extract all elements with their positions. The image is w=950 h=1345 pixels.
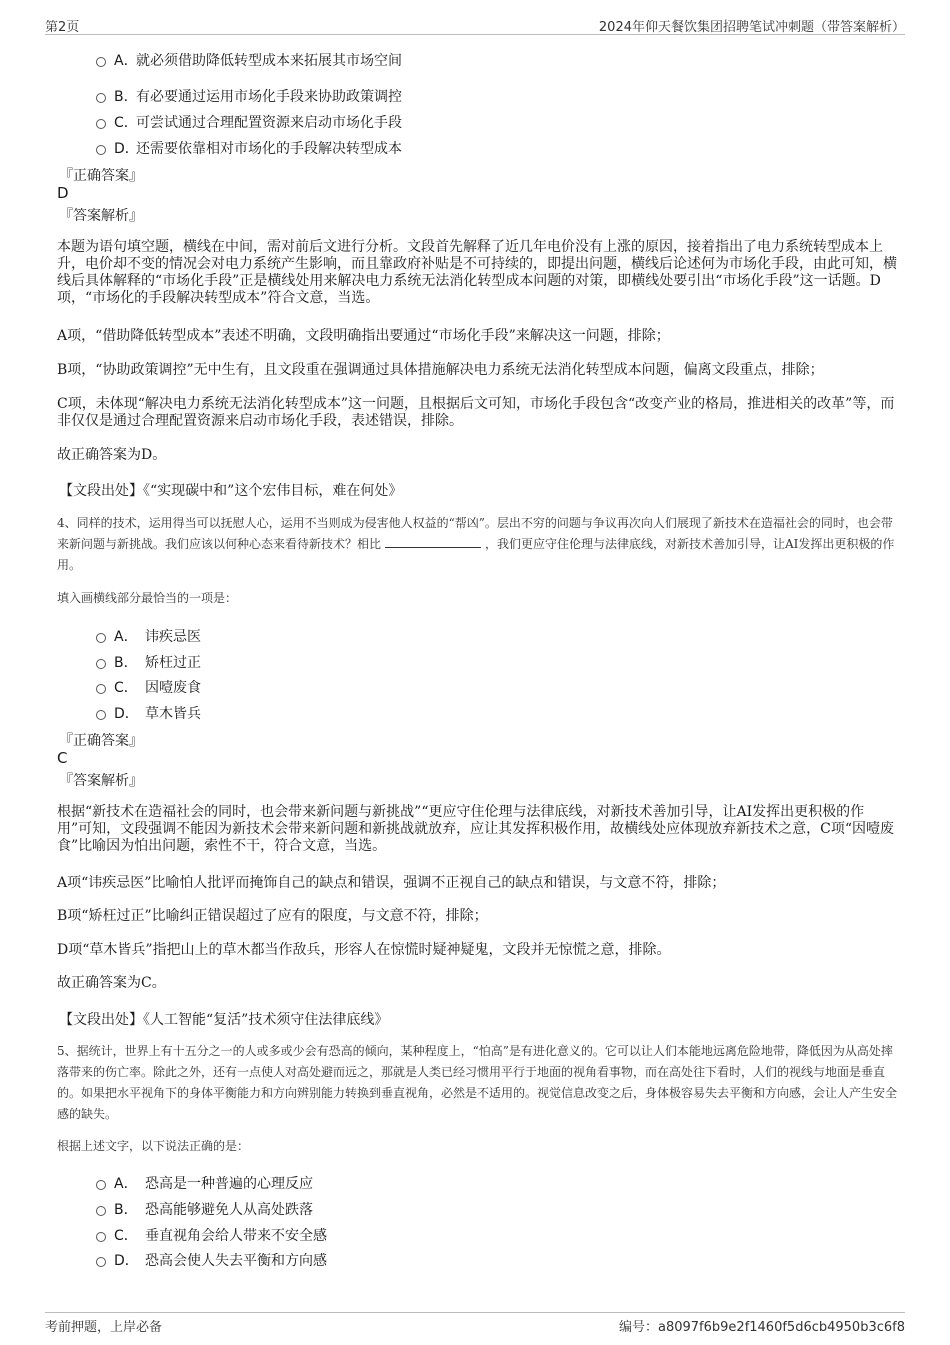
source-citation: 【文段出处】《“实现碳中和”这个宏伟目标，难在何处》 [59,483,403,499]
q4-option-b[interactable]: B． 矫枉过正 [96,652,201,672]
analysis-text: 本题为语句填空题，横线在中间，需对前后文进行分析。文段首先解释了近几年电价没有上涨的原因，接着指出了电力系统转型成本上升，电价却不变的情况会对电力系统产生影响，而且靠政府补贴是不可持续的，即提出问题，横线后论述何为市场化手段，由此可知，横线后具体解释的“市场化手段”正是横线处用来解决电力系统无法消化转型成本问题的对策，即横线处要引出“市场化手段”这一话题。D项，“市场化的手段解决转型成本”符合文意，当选。 [57,239,897,306]
footer-slogan: 考前押题，上岸必备 [45,1320,163,1335]
answer-tag: 『正确答案』 [59,168,143,184]
q4-stem: 4、同样的技术，运用得当可以抚慰人心，运用不当则成为侵害他人权益的“帮凶”。层出不穷的问题与争议再次向人们展现了新技术在造福社会的同时，也会带来新问题与新挑战。我们应该以何种心态来看待新技术？相比 ，我们更应守住伦理与法律底线，对新技术善加引导，让AI发挥出更积极的作用。 [57,516,895,572]
q4-option-a[interactable]: A． 讳疾忌医 [96,626,201,646]
document-title: 2024年仰天餐饮集团招聘笔试冲刺题（带答案解析） [598,20,905,35]
q4-option-d[interactable]: D． 草木皆兵 [96,703,201,723]
q5-option-c[interactable]: C． 垂直视角会给人带来不安全感 [96,1225,327,1245]
explain-option-a: A项，“借助降低转型成本”表述不明确，文段明确指出要通过“市场化手段”来解决这一问题，排除； [57,328,670,344]
analysis-text: 根据“新技术在造福社会的同时，也会带来新问题与新挑战”“更应守住伦理与法律底线，对新技术善加引导，让AI发挥出更积极的作用”可知，文段强调不能因为新技术会带来新问题和新挑战就放弃，应让其发挥积极作用，故横线处应体现放弃新技术之意，C项“因噎废食”比喻因为怕出问题，索性不干，符合文意，当选。 [57,804,895,854]
radio-icon[interactable] [96,1206,106,1216]
analysis-tag: 『答案解析』 [59,208,143,224]
q3-option-b[interactable]: B．有必要通过运用市场化手段来协助政策调控 [96,86,402,106]
q5-option-b[interactable]: B． 恐高能够避免人从高处跌落 [96,1199,313,1219]
answer-value: C [57,749,68,767]
page-header [45,14,905,35]
conclusion: 故正确答案为D。 [57,447,167,463]
q5-option-a[interactable]: A． 恐高是一种普遍的心理反应 [96,1173,313,1193]
fill-blank [385,535,481,548]
q5-prompt: 根据上述文字，以下说法正确的是： [57,1139,250,1153]
page-number: 第2页 [45,20,80,35]
explain-option-c: C项，未体现“解决电力系统无法消化转型成本”这一问题，且根据后文可知，市场化手段包含“改变产业的格局，推进相关的改革”等，而非仅仅是通过合理配置资源来启动市场化手段，表述错误，排除。 [57,396,895,429]
answer-tag: 『正确答案』 [59,733,143,749]
radio-icon[interactable] [96,1257,106,1267]
radio-icon[interactable] [96,1232,106,1242]
explain-option-a: A项“讳疾忌医”比喻怕人批评而掩饰自己的缺点和错误，强调不正视自己的缺点和错误，与文意不符，排除； [57,875,726,891]
explain-option-b: B项“矫枉过正”比喻纠正错误超过了应有的限度，与文意不符，排除； [57,908,488,924]
q4-prompt: 填入画横线部分最恰当的一项是： [57,591,238,605]
radio-icon[interactable] [96,57,106,67]
q3-option-d[interactable]: D．还需要依靠相对市场化的手段解决转型成本 [96,138,402,158]
radio-icon[interactable] [96,684,106,694]
q5-stem: 5、据统计，世界上有十五分之一的人或多或少会有恐高的倾向，某种程度上，“怕高”是有进化意义的。它可以让人们本能地远离危险地带，降低因为从高处摔落带来的伤亡率。除此之外，还有一点使人对高处避而远之，那就是人类已经习惯用平行于地面的视角看事物，而在高处往下看时，人们的视线与地面是垂直的。如果把水平视角下的身体平衡能力和方向辨别能力转换到垂直视角，必然是不适用的。视觉信息改变之后，身体极容易失去平衡和方向感，会让人产生安全感的缺失。 [57,1044,898,1121]
radio-icon[interactable] [96,659,106,669]
radio-icon[interactable] [96,710,106,720]
analysis-tag: 『答案解析』 [59,773,143,789]
radio-icon[interactable] [96,1180,106,1190]
radio-icon[interactable] [96,93,106,103]
q5-option-d[interactable]: D． 恐高会使人失去平衡和方向感 [96,1250,327,1270]
radio-icon[interactable] [96,119,106,129]
conclusion: 故正确答案为C。 [57,975,166,991]
radio-icon[interactable] [96,145,106,155]
radio-icon[interactable] [96,633,106,643]
explain-option-d: D项“草木皆兵”指把山上的草木都当作敌兵，形容人在惊慌时疑神疑鬼，文段并无惊慌之意，排除。 [57,942,671,958]
q3-option-a[interactable]: A．就必须借助降低转型成本来拓展其市场空间 [96,50,402,70]
source-citation: 【文段出处】《人工智能“复活”技术须守住法律底线》 [59,1012,389,1028]
explain-option-b: B项，“协助政策调控”无中生有，且文段重在强调通过具体措施解决电力系统无法消化转型成本问题，偏离文段重点，排除； [57,362,824,378]
document-code: 编号：a8097f6b9e2f1460f5d6cb4950b3c6f8 [619,1320,905,1335]
q4-option-c[interactable]: C． 因噎废食 [96,677,201,697]
answer-value: D [57,184,69,202]
page-footer [45,1312,905,1337]
q3-option-c[interactable]: C．可尝试通过合理配置资源来启动市场化手段 [96,112,402,132]
